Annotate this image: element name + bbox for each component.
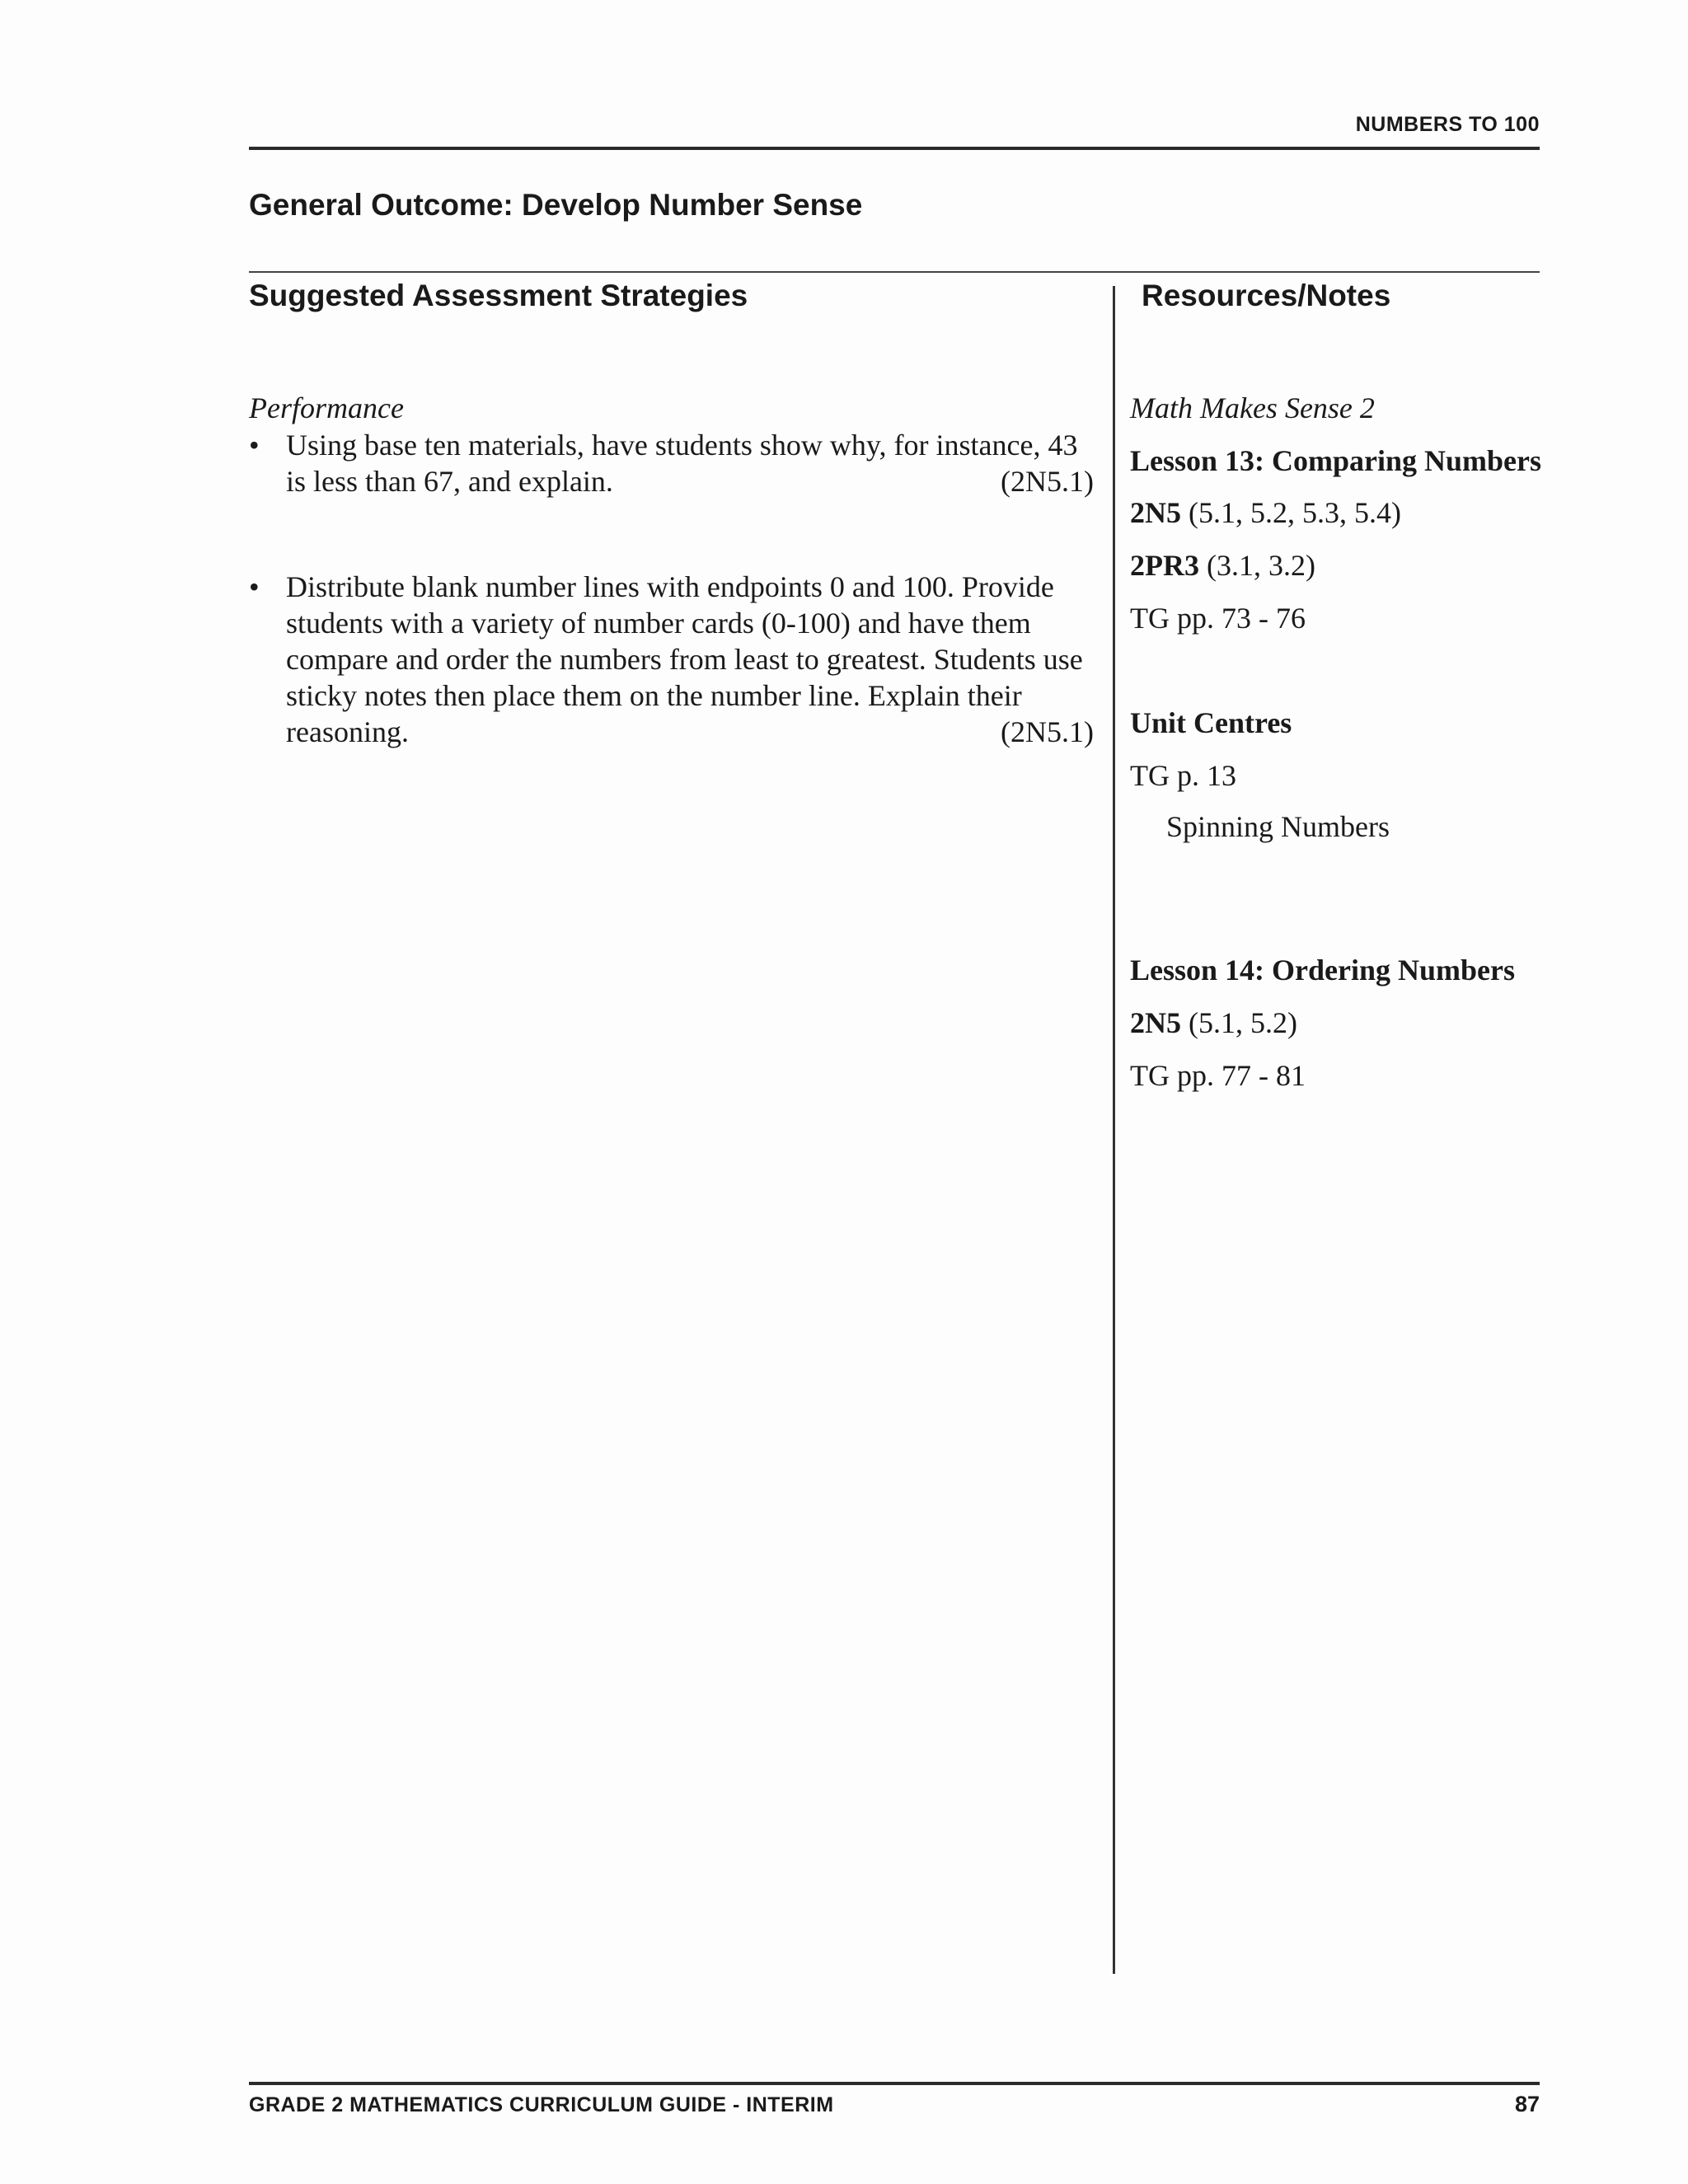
lesson-13-outcome-2pr3 — [1130, 548, 1315, 583]
assessment-item — [249, 427, 1094, 499]
outcome-code: 2N5 — [1130, 496, 1181, 529]
resources-notes-heading: Resources/Notes — [1142, 279, 1391, 312]
outcome-reference: (2N5.1) — [1001, 715, 1094, 748]
lesson-13-pages: TG pp. 73 - 76 — [1130, 602, 1306, 635]
bullet-marker: • — [249, 429, 260, 462]
header-rule — [249, 147, 1540, 150]
bullet-marker: • — [249, 570, 260, 603]
unit-centres-title — [1130, 705, 1292, 740]
outcome-code: 2N5 — [1130, 1006, 1181, 1039]
section-rule — [249, 271, 1540, 273]
lesson-13-title-text: Lesson 13: Comparing Numbers — [1130, 444, 1542, 477]
column-divider — [1113, 286, 1115, 1974]
outcome-code-detail: (5.1, 5.2, 5.3, 5.4) — [1189, 496, 1401, 529]
unit-centres-activity: Spinning Numbers — [1166, 810, 1390, 843]
lesson-14-outcome-2n5 — [1130, 1005, 1297, 1040]
outcome-reference: (2N5.1) — [1001, 465, 1094, 498]
page-number: 87 — [1514, 2092, 1540, 2116]
outcome-code-detail: (3.1, 3.2) — [1207, 549, 1315, 582]
lesson-13-title — [1130, 443, 1541, 478]
assessment-item-text: Distribute blank number lines with endpoints 0 and 100. Provide students with a variety of number cards (0-100) and have them compare and order the numbers from least to greatest. Students use sticky notes then place them on the number line. Explain their reasoning. — [286, 570, 1083, 748]
unit-centres-pages: TG p. 13 — [1130, 759, 1236, 792]
footer-guide-title: GRADE 2 MATHEMATICS CURRICULUM GUIDE - INTERIM — [249, 2093, 834, 2116]
unit-centres-title-text: Unit Centres — [1130, 706, 1292, 739]
lesson-13-outcome-2n5 — [1130, 495, 1401, 530]
lesson-14-title-text: Lesson 14: Ordering Numbers — [1130, 954, 1515, 987]
performance-label: Performance — [249, 391, 404, 424]
footer-rule — [249, 2082, 1540, 2085]
assessment-item — [249, 569, 1094, 750]
assessment-strategies-heading: Suggested Assessment Strategies — [249, 279, 748, 312]
assessment-item-text: Using base ten materials, have students show why, for instance, 43 is less than 67, and explain. — [286, 429, 1078, 498]
lesson-14-pages: TG pp. 77 - 81 — [1130, 1059, 1306, 1092]
outcome-code: 2PR3 — [1130, 549, 1199, 582]
running-header-title: NUMBERS TO 100 — [1355, 113, 1540, 136]
lesson-14-title — [1130, 953, 1515, 987]
outcome-code-detail: (5.1, 5.2) — [1189, 1006, 1297, 1039]
general-outcome-heading: General Outcome: Develop Number Sense — [249, 188, 863, 222]
resource-book-title: Math Makes Sense 2 — [1130, 391, 1375, 424]
